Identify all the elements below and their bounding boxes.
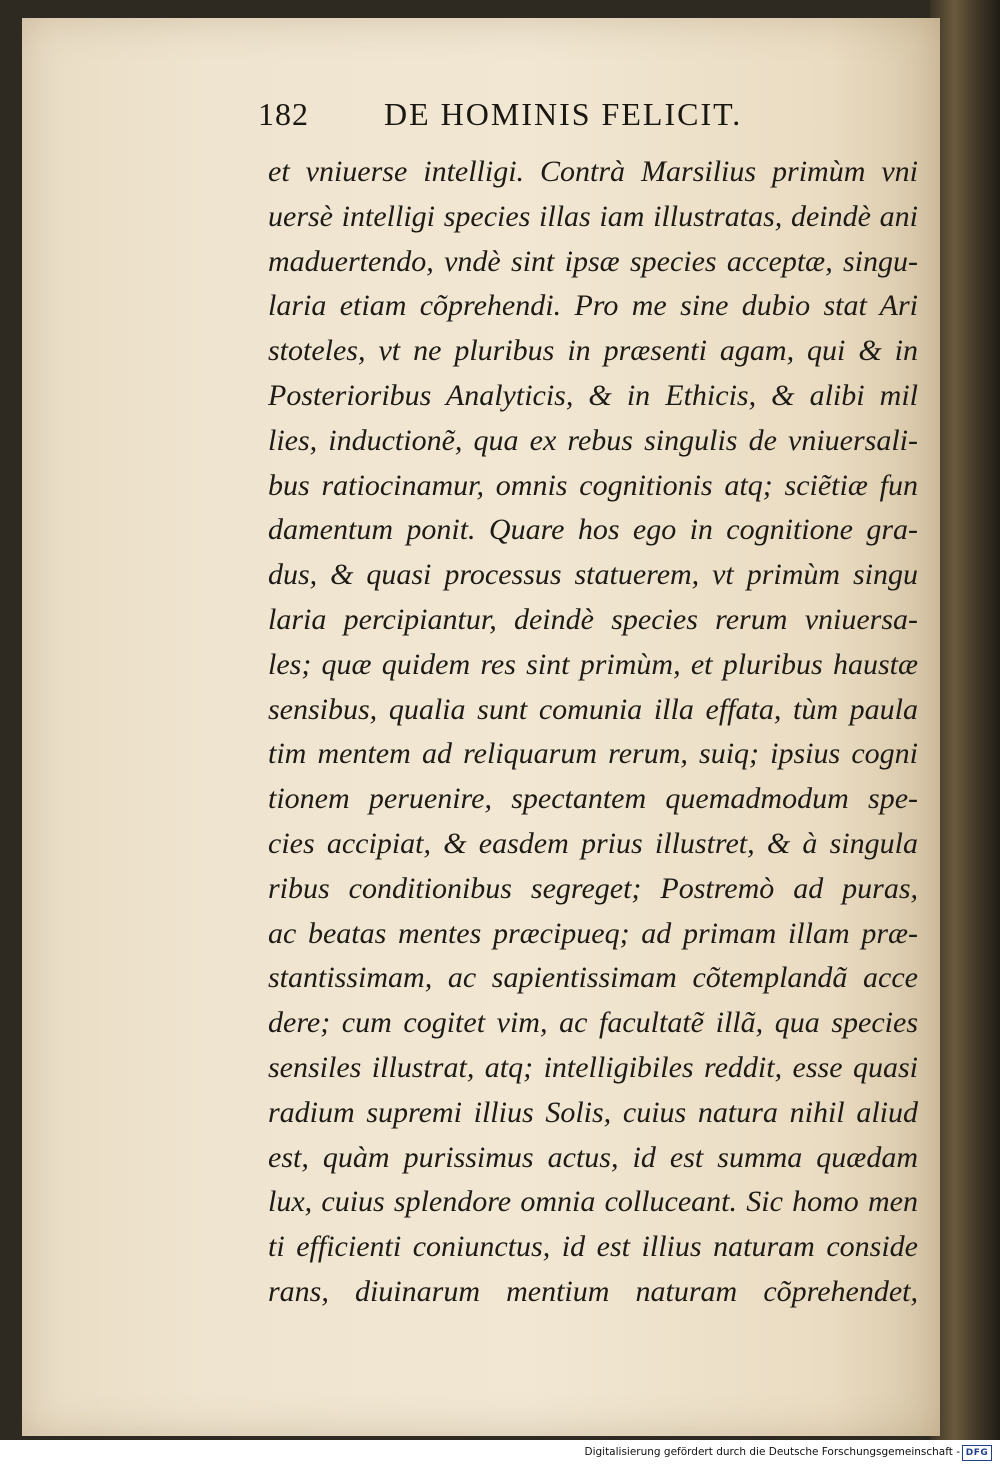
text-line: ribus conditionibus segreget; Postremò ad puras, (268, 871, 918, 905)
footer-bar (0, 1440, 1000, 1465)
text-line: uersè intelligi species illas iam illustratas, deindè ani (268, 199, 918, 233)
text-line: dere; cum cogitet vim, ac facultatẽ illã, qua species (268, 1006, 918, 1040)
text-line: lux, cuius splendore omnia colluceant. Sic homo men (268, 1185, 918, 1219)
text-line: rans, diuinarum mentium naturam cõprehendet, (268, 1274, 918, 1308)
page-number: 182 (258, 96, 309, 132)
text-line: laria percipiantur, deindè species rerum vniuersa- (268, 602, 918, 636)
text-line: maduertendo, vndè sint ipsæ species acceptæ, singu- (268, 244, 918, 278)
running-head (258, 96, 858, 142)
dfg-logo-icon: DFG (962, 1445, 992, 1461)
text-line: est, quàm purissimus actus, id est summa quædam (268, 1140, 918, 1174)
text-line: bus ratiocinamur, omnis cognitionis atq; sciẽtiæ fun (268, 468, 918, 502)
text-line: ac beatas mentes præcipueq; ad primam illam præ- (268, 916, 918, 950)
text-line: stantissimam, ac sapientissimam cõtemplandã acce (268, 961, 918, 995)
body-text (268, 150, 918, 1315)
text-line: stoteles, vt ne pluribus in præsenti agam, qui & in (268, 334, 918, 368)
text-line: lies, inductionẽ, qua ex rebus singulis de vniuersali- (268, 423, 918, 457)
text-line: sensiles illustrat, atq; intelligibiles reddit, esse quasi (268, 1050, 918, 1084)
text-line: tim mentem ad reliquarum rerum, suiq; ipsius cogni (268, 737, 918, 771)
digitization-credit: Digitalisierung gefördert durch die Deutsche Forschungsgemeinschaft - (584, 1446, 960, 1458)
text-line: ti efficienti coniunctus, id est illius naturam conside (268, 1230, 918, 1264)
text-line: laria etiam cõprehendi. Pro me sine dubio stat Ari (268, 289, 918, 323)
text-line: cies accipiat, & easdem prius illustret, & à singula (268, 826, 918, 860)
text-line: Posterioribus Analyticis, & in Ethicis, & alibi mil (268, 378, 918, 412)
text-line: tionem peruenire, spectantem quemadmodum spe- (268, 782, 918, 816)
text-line: damentum ponit. Quare hos ego in cognitione gra- (268, 513, 918, 547)
running-title: DE HOMINIS FELICIT. (384, 96, 743, 132)
book-spine (930, 0, 1000, 1440)
text-line: et vniuerse intelligi. Contrà Marsilius primùm vni (268, 155, 918, 188)
text-line: les; quæ quidem res sint primùm, et pluribus haustæ (268, 647, 918, 681)
text-line: sensibus, qualia sunt comunia illa effata, tùm paula (268, 692, 918, 726)
text-line: dus, & quasi processus statuerem, vt primùm singu (268, 558, 918, 592)
text-line: radium supremi illius Solis, cuius natura nihil aliud (268, 1095, 918, 1129)
